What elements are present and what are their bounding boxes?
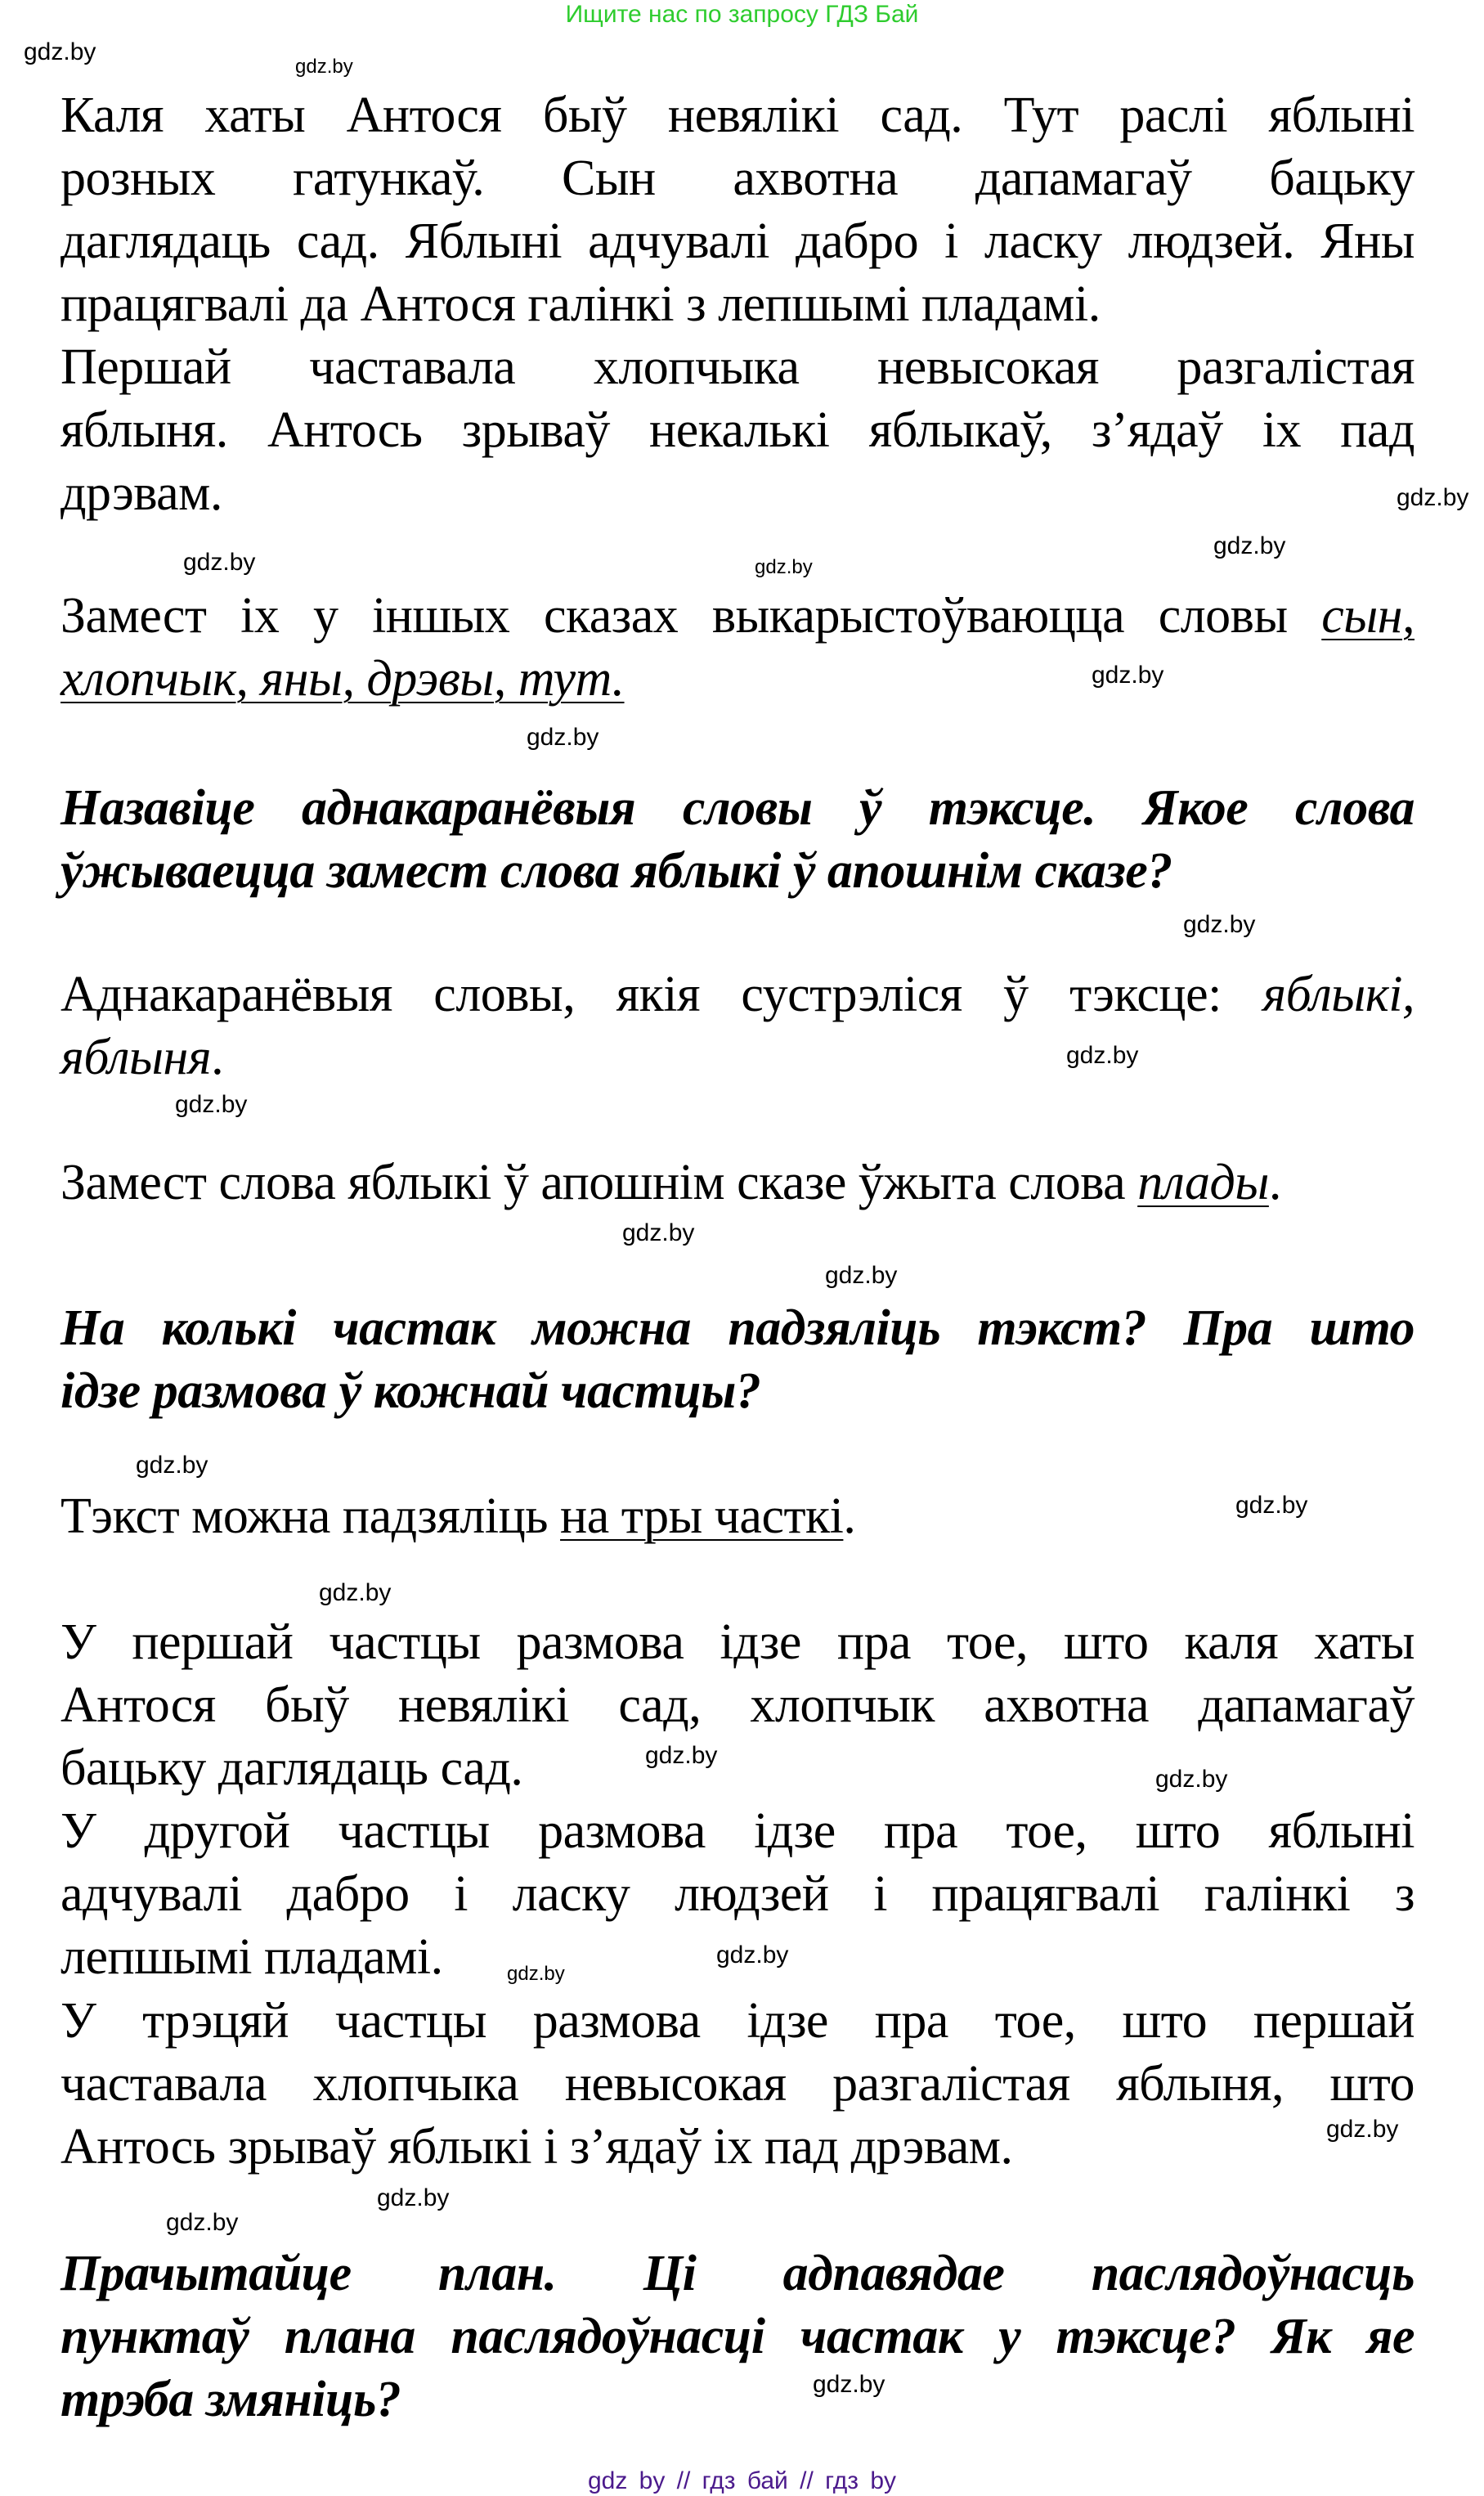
watermark: gdz.by: [622, 1219, 695, 1246]
text-segment: .: [1268, 1155, 1281, 1210]
watermark: gdz.by: [825, 1262, 898, 1289]
watermark: gdz.by: [183, 549, 256, 576]
text-line: [61, 585, 1415, 648]
text-segment: .: [843, 1488, 856, 1544]
watermark: gdz.by: [645, 1742, 718, 1769]
text-segment: Замест слова яблыкі ў апошнім сказе ўжыта слова: [61, 1155, 1138, 1210]
text-line: [61, 840, 1172, 903]
text-segment: пунктаў плана паслядоўнасці частак у тэксце? Як яе: [61, 2309, 1415, 2364]
watermark: gdz.by: [24, 38, 96, 65]
text-segment: дрэвам.: [61, 465, 222, 521]
watermark: gdz.by: [175, 1091, 248, 1118]
text-segment: .: [211, 1030, 224, 1085]
text-line: [61, 1737, 522, 1800]
highlighted-words: сын,: [1321, 588, 1415, 644]
text-segment: працягвалі да Антося галінкі з лепшымі пладамі.: [61, 276, 1101, 332]
text-line: [61, 1674, 1415, 1737]
text-segment: На колькі частак можна падзяліць тэкст? Пра што: [61, 1300, 1415, 1356]
text-line: [61, 2305, 1415, 2368]
highlighted-words: яблыкі,: [1262, 967, 1415, 1022]
text-segment: У трэцяй частцы размова ідзе пра тое, што першай: [61, 1993, 1415, 2049]
text-segment: ўжываецца замест слова яблыкі ў апошнім сказе?: [61, 843, 1172, 899]
exercise-question: [61, 1297, 1415, 1423]
answer-paragraph: [61, 1990, 1415, 2179]
text-line: [61, 210, 1415, 273]
text-line: [61, 777, 1415, 840]
watermark: gdz.by: [1326, 2116, 1399, 2143]
text-line: [61, 2116, 1012, 2179]
text-line: [61, 1800, 1415, 1863]
text-line: [61, 1026, 223, 1089]
answer-paragraph: [61, 84, 1415, 336]
text-line: [61, 648, 625, 711]
watermark: gdz.by: [136, 1452, 208, 1479]
exercise-question: [61, 2242, 1415, 2431]
text-line: [61, 399, 1415, 462]
text-segment: трэба змяніць?: [61, 2372, 401, 2427]
text-segment: адчувалі дабро і ласку людзей і працягвалі галінкі з: [61, 1866, 1415, 1922]
highlighted-words: плады: [1137, 1155, 1269, 1210]
text-line: [61, 1297, 1415, 1360]
answer-paragraph: [61, 1485, 1415, 1548]
watermark: gdz.by: [527, 724, 599, 751]
answer-paragraph: [61, 963, 1415, 1089]
text-segment: яблыня. Антось зрываў некалькі яблыкаў, з’ядаў іх пад: [61, 402, 1415, 458]
text-line: [61, 1151, 1281, 1214]
text-segment: Каля хаты Антося быў невялікі сад. Тут раслі яблыні: [61, 88, 1415, 143]
text-segment: У першай частцы размова ідзе пра тое, што каля хаты: [61, 1614, 1415, 1670]
watermark: gdz.by: [1092, 662, 1164, 689]
text-line: [61, 1990, 1415, 2053]
search-promo-banner[interactable]: Ищите нас по запросу ГДЗ Бай: [565, 1, 919, 28]
exercise-question: [61, 777, 1415, 903]
answer-paragraph: [61, 1151, 1415, 1214]
text-line: [61, 462, 222, 525]
watermark: gdz.by: [295, 56, 353, 78]
watermark: gdz.by: [813, 2371, 885, 2398]
watermark: gdz.by: [1397, 484, 1469, 511]
watermark: gdz.by: [377, 2184, 450, 2211]
text-segment: даглядаць сад. Яблыні адчувалі дабро і ласку людзей. Яны: [61, 213, 1415, 269]
text-line: [61, 963, 1415, 1026]
text-line: [61, 1485, 855, 1548]
watermark: gdz.by: [319, 1579, 392, 1606]
text-segment: частавала хлопчыка невысокая разгалістая яблыня, што: [61, 2056, 1415, 2112]
text-segment: Першай частавала хлопчыка невысокая разгалістая: [61, 339, 1415, 395]
text-line: [61, 2242, 1415, 2305]
text-line: [61, 84, 1415, 147]
watermark: gdz.by: [1155, 1766, 1228, 1793]
text-segment: Аднакаранёвыя словы, якія сустрэліся ў тэксце:: [61, 967, 1263, 1022]
text-line: [61, 1863, 1415, 1926]
highlighted-words: хлопчык, яны, дрэвы, тут.: [61, 651, 625, 707]
answer-paragraph: [61, 336, 1415, 525]
text-segment: лепшымі пладамі.: [61, 1929, 443, 1985]
text-segment: бацьку даглядаць сад.: [61, 1740, 523, 1796]
text-segment: Замест іх у іншых сказах выкарыстоўваюцца словы: [61, 588, 1322, 644]
text-line: [61, 2053, 1415, 2116]
text-segment: Назавіце аднакаранёвыя словы ў тэксце. Якое слова: [61, 780, 1415, 836]
text-line: [61, 2368, 401, 2431]
text-segment: Антось зрываў яблыкі і з’ядаў іх пад дрэвам.: [61, 2119, 1013, 2175]
text-line: [61, 147, 1415, 210]
text-segment: У другой частцы размова ідзе пра тое, што яблыні: [61, 1803, 1415, 1859]
watermark: gdz.by: [166, 2209, 239, 2236]
text-segment: ідзе размова ў кожнай частцы?: [61, 1363, 761, 1419]
text-segment: розных гатункаў. Сын ахвотна дапамагаў бацьку: [61, 150, 1415, 206]
text-line: [61, 1611, 1415, 1674]
watermark: gdz.by: [1183, 911, 1256, 938]
watermark: gdz.by: [507, 1963, 565, 1985]
watermark: gdz.by: [755, 556, 813, 578]
footer-links[interactable]: gdz by // гдз бай // гдз by: [587, 2467, 897, 2494]
watermark: gdz.by: [1066, 1042, 1139, 1069]
text-segment: Тэкст можна падзяліць: [61, 1488, 561, 1544]
watermark: gdz.by: [1235, 1492, 1308, 1519]
watermark: gdz.by: [1213, 532, 1286, 559]
watermark: gdz.by: [716, 1942, 789, 1969]
text-line: [61, 1926, 443, 1989]
highlighted-words: на тры часткі: [560, 1488, 844, 1544]
text-line: [61, 273, 1101, 336]
text-line: [61, 336, 1415, 399]
highlighted-words: яблыня: [61, 1030, 212, 1085]
text-segment: Прачытайце план. Ці адпавядае паслядоўнасць: [61, 2246, 1415, 2301]
text-segment: Антося быў невялікі сад, хлопчык ахвотна дапамагаў: [61, 1677, 1415, 1733]
text-line: [61, 1360, 760, 1423]
answer-paragraph: [61, 585, 1415, 711]
